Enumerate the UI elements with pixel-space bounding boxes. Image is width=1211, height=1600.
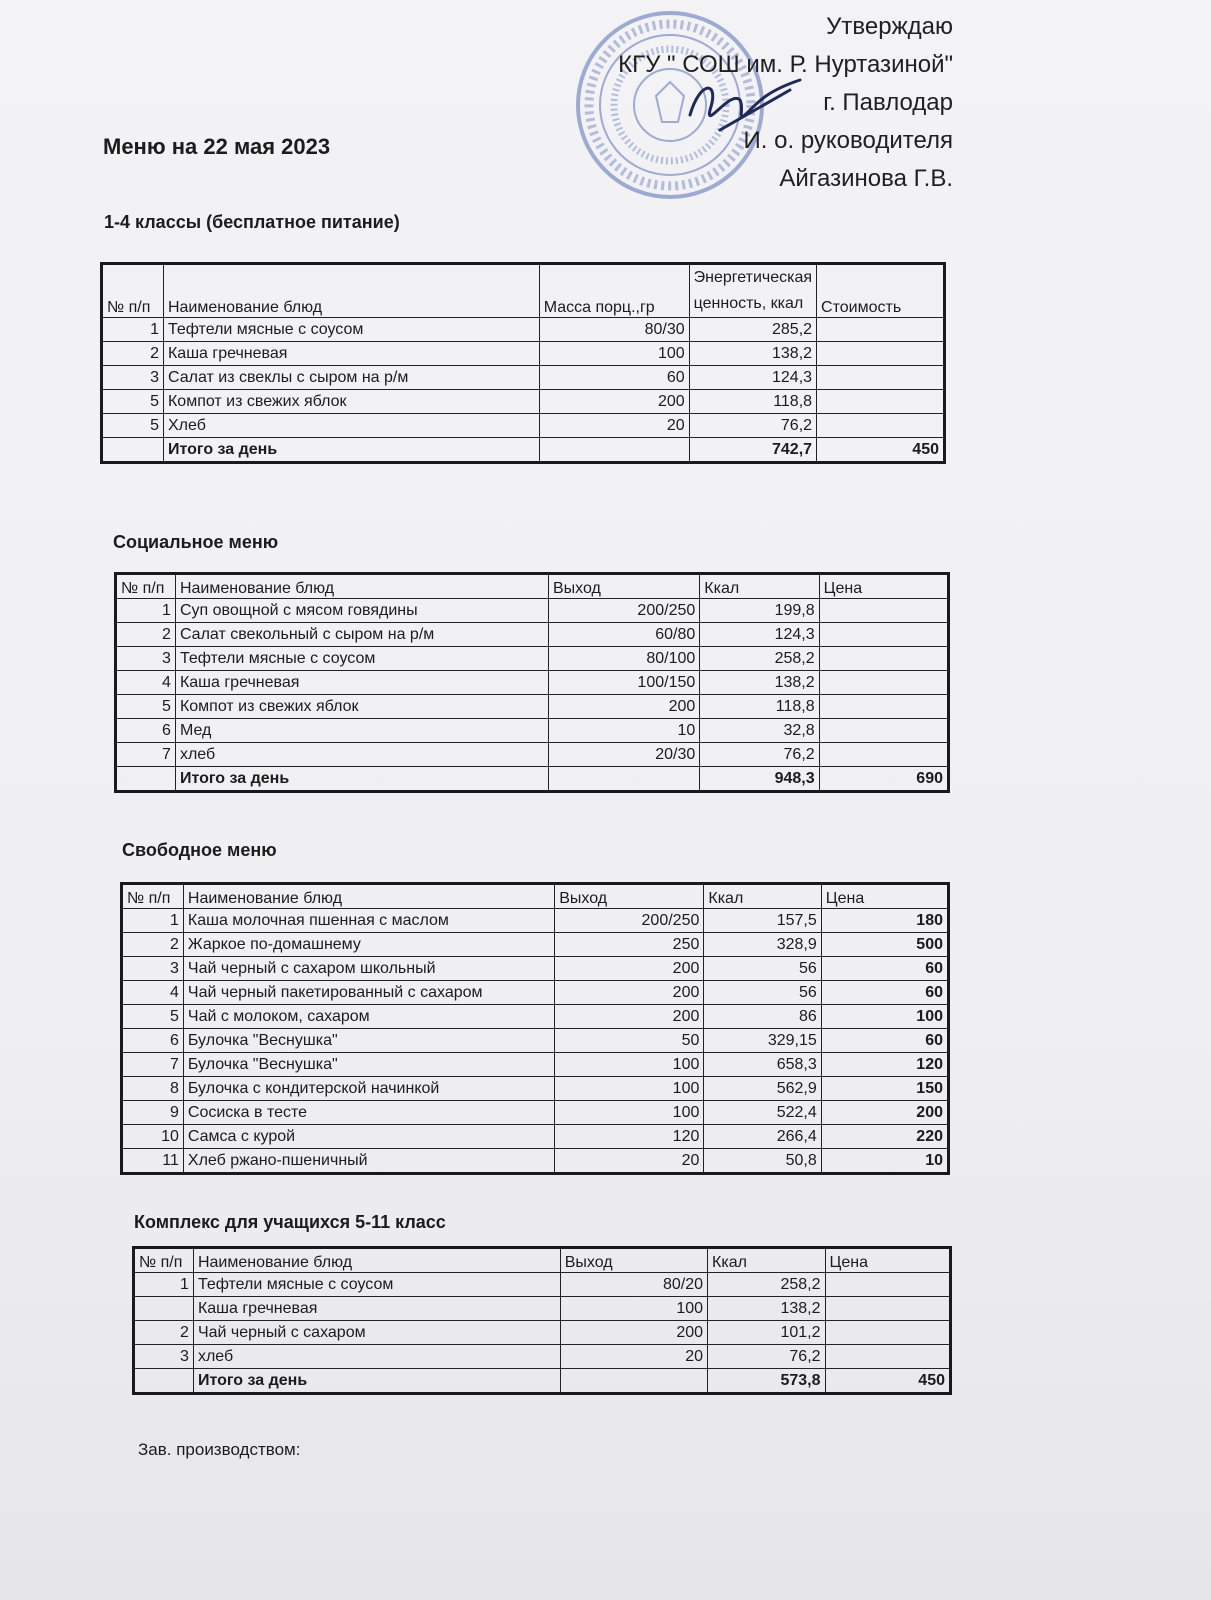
section-title: Комплекс для учащихся 5-11 класс [134, 1212, 446, 1232]
total-label: Итого за день [175, 767, 548, 792]
portion: 200 [555, 981, 704, 1005]
approval-line: Утверждаю [826, 13, 953, 40]
kcal: 76,2 [700, 743, 819, 767]
kcal: 124,3 [700, 623, 819, 647]
menu-table-free [120, 882, 950, 1175]
table-row [116, 695, 949, 719]
table-row [122, 933, 949, 957]
price [819, 647, 948, 671]
price: 60 [821, 981, 948, 1005]
portion: 80/30 [539, 318, 689, 342]
kcal: 86 [704, 1005, 821, 1029]
portion: 100 [539, 342, 689, 366]
table-row [116, 719, 949, 743]
price: 200 [821, 1101, 948, 1125]
row-number: 8 [122, 1077, 184, 1101]
dish-name: Каша гречневая [175, 671, 548, 695]
row-number: 5 [102, 414, 164, 438]
row-number: 2 [116, 623, 176, 647]
table-row [134, 1297, 951, 1321]
kcal: 101,2 [708, 1321, 825, 1345]
dish-name: Булочка "Веснушка" [183, 1053, 554, 1077]
price: 150 [821, 1077, 948, 1101]
menu-table-grades-1-4 [100, 262, 946, 464]
row-number: 4 [122, 981, 184, 1005]
column-header: № п/п [122, 884, 184, 909]
price: 60 [821, 957, 948, 981]
approval-line: КГУ " СОШ им. Р. Нуртазиной" [618, 51, 953, 78]
approval-block [618, 8, 953, 198]
table-row [102, 342, 945, 366]
row-number: 6 [122, 1029, 184, 1053]
page-title: Меню на 22 мая 2023 [103, 134, 331, 159]
total-row [116, 767, 949, 792]
price [819, 719, 948, 743]
total-kcal: 742,7 [689, 438, 816, 463]
kcal: 562,9 [704, 1077, 821, 1101]
column-header: Выход [560, 1248, 707, 1273]
column-header: Наименование блюд [175, 574, 548, 599]
total-price: 450 [817, 438, 945, 463]
portion: 100/150 [549, 671, 700, 695]
kcal: 258,2 [708, 1273, 825, 1297]
price [825, 1345, 950, 1369]
price: 500 [821, 933, 948, 957]
table-row [116, 599, 949, 623]
row-number: 5 [102, 390, 164, 414]
price [817, 414, 945, 438]
dish-name: Тефтели мясные с соусом [163, 318, 539, 342]
row-number: 3 [134, 1345, 194, 1369]
table-row [122, 1125, 949, 1149]
dish-name: Чай черный с сахаром [193, 1321, 560, 1345]
portion: 10 [549, 719, 700, 743]
price [819, 671, 948, 695]
portion: 60 [539, 366, 689, 390]
column-header: Энергетическая ценность, ккал [689, 264, 816, 318]
table-row [134, 1321, 951, 1345]
portion: 100 [555, 1077, 704, 1101]
portion: 20/30 [549, 743, 700, 767]
price [817, 318, 945, 342]
portion [560, 1369, 707, 1394]
table-row [122, 1101, 949, 1125]
price: 120 [821, 1053, 948, 1077]
dish-name: Компот из свежих яблок [163, 390, 539, 414]
kcal: 157,5 [704, 909, 821, 933]
section-title: Свободное меню [122, 840, 277, 860]
column-header: № п/п [102, 264, 164, 318]
kcal: 32,8 [700, 719, 819, 743]
table-row [102, 414, 945, 438]
portion [549, 767, 700, 792]
dish-name: Компот из свежих яблок [175, 695, 548, 719]
column-header: Выход [555, 884, 704, 909]
dish-name: Чай с молоком, сахаром [183, 1005, 554, 1029]
production-manager-label: Зав. производством: [138, 1440, 301, 1459]
dish-name: Суп овощной с мясом говядины [175, 599, 548, 623]
table-row [122, 1029, 949, 1053]
portion: 200/250 [549, 599, 700, 623]
portion: 80/20 [560, 1273, 707, 1297]
table-row [122, 1005, 949, 1029]
portion: 50 [555, 1029, 704, 1053]
section-title: 1-4 классы (бесплатное питание) [104, 212, 400, 232]
column-header: Наименование блюд [183, 884, 554, 909]
dish-name: Салат из свеклы с сыром на р/м [163, 366, 539, 390]
kcal: 658,3 [704, 1053, 821, 1077]
kcal: 118,8 [700, 695, 819, 719]
portion: 20 [555, 1149, 704, 1174]
column-header: Ккал [708, 1248, 825, 1273]
approval-line: И. о. руководителя [743, 127, 953, 154]
total-row [134, 1369, 951, 1394]
dish-name: Тефтели мясные с соусом [175, 647, 548, 671]
dish-name: Каша гречневая [163, 342, 539, 366]
dish-name: Мед [175, 719, 548, 743]
table-row [116, 647, 949, 671]
price [819, 623, 948, 647]
column-header: Ккал [704, 884, 821, 909]
portion: 200 [555, 1005, 704, 1029]
dish-name: Тефтели мясные с соусом [193, 1273, 560, 1297]
kcal: 285,2 [689, 318, 816, 342]
kcal: 266,4 [704, 1125, 821, 1149]
row-number [102, 438, 164, 463]
price [825, 1297, 950, 1321]
dish-name: хлеб [175, 743, 548, 767]
approval-line: Айгазинова Г.В. [779, 165, 953, 192]
row-number: 3 [116, 647, 176, 671]
portion: 100 [555, 1053, 704, 1077]
column-header: Наименование блюд [193, 1248, 560, 1273]
dish-name: Чай черный с сахаром школьный [183, 957, 554, 981]
portion: 60/80 [549, 623, 700, 647]
kcal: 56 [704, 957, 821, 981]
row-number: 3 [122, 957, 184, 981]
table-row [102, 366, 945, 390]
column-header: Ккал [700, 574, 819, 599]
price: 60 [821, 1029, 948, 1053]
price [819, 743, 948, 767]
row-number: 3 [102, 366, 164, 390]
kcal: 76,2 [689, 414, 816, 438]
portion: 120 [555, 1125, 704, 1149]
kcal: 76,2 [708, 1345, 825, 1369]
table-row [122, 1149, 949, 1174]
kcal: 328,9 [704, 933, 821, 957]
dish-name: Жаркое по-домашнему [183, 933, 554, 957]
column-header: Стоимость [817, 264, 945, 318]
row-number [134, 1369, 194, 1394]
table-header-row [134, 1248, 951, 1273]
dish-name: Каша молочная пшенная с маслом [183, 909, 554, 933]
table-row [122, 981, 949, 1005]
row-number: 6 [116, 719, 176, 743]
menu-table-grades-5-11 [132, 1246, 952, 1395]
row-number: 5 [116, 695, 176, 719]
dish-name: Каша гречневая [193, 1297, 560, 1321]
row-number [134, 1297, 194, 1321]
row-number [116, 767, 176, 792]
price [817, 366, 945, 390]
table-header-row [102, 264, 945, 318]
price [825, 1321, 950, 1345]
portion: 200 [555, 957, 704, 981]
kcal: 329,15 [704, 1029, 821, 1053]
row-number: 2 [122, 933, 184, 957]
column-header: № п/п [134, 1248, 194, 1273]
portion: 200/250 [555, 909, 704, 933]
portion: 100 [555, 1101, 704, 1125]
kcal: 118,8 [689, 390, 816, 414]
menu-table-social [114, 572, 950, 793]
kcal: 138,2 [708, 1297, 825, 1321]
dish-name: Самса с курой [183, 1125, 554, 1149]
dish-name: Хлеб ржано-пшеничный [183, 1149, 554, 1174]
kcal: 258,2 [700, 647, 819, 671]
portion: 80/100 [549, 647, 700, 671]
price [819, 599, 948, 623]
dish-name: Чай черный пакетированный с сахаром [183, 981, 554, 1005]
table-row [116, 623, 949, 647]
table-header-row [116, 574, 949, 599]
table-header-row [122, 884, 949, 909]
price: 220 [821, 1125, 948, 1149]
price [817, 342, 945, 366]
row-number: 1 [134, 1273, 194, 1297]
dish-name: Салат свекольный с сыром на р/м [175, 623, 548, 647]
column-header: Цена [821, 884, 948, 909]
section-title: Социальное меню [113, 532, 279, 552]
row-number: 11 [122, 1149, 184, 1174]
row-number: 9 [122, 1101, 184, 1125]
row-number: 7 [116, 743, 176, 767]
dish-name: Булочка с кондитерской начинкой [183, 1077, 554, 1101]
table-row [122, 1053, 949, 1077]
row-number: 1 [116, 599, 176, 623]
portion: 20 [539, 414, 689, 438]
portion: 250 [555, 933, 704, 957]
price: 180 [821, 909, 948, 933]
table-row [134, 1345, 951, 1369]
kcal: 56 [704, 981, 821, 1005]
price: 100 [821, 1005, 948, 1029]
portion: 100 [560, 1297, 707, 1321]
table-row [122, 909, 949, 933]
row-number: 5 [122, 1005, 184, 1029]
total-row [102, 438, 945, 463]
kcal: 522,4 [704, 1101, 821, 1125]
row-number: 1 [102, 318, 164, 342]
dish-name: Хлеб [163, 414, 539, 438]
row-number: 7 [122, 1053, 184, 1077]
price: 10 [821, 1149, 948, 1174]
dish-name: Сосиска в тесте [183, 1101, 554, 1125]
table-row [102, 390, 945, 414]
column-header: Выход [549, 574, 700, 599]
total-label: Итого за день [163, 438, 539, 463]
kcal: 50,8 [704, 1149, 821, 1174]
total-price: 450 [825, 1369, 950, 1394]
portion: 200 [560, 1321, 707, 1345]
column-header: № п/п [116, 574, 176, 599]
portion: 200 [539, 390, 689, 414]
kcal: 124,3 [689, 366, 816, 390]
total-label: Итого за день [193, 1369, 560, 1394]
table-row [116, 743, 949, 767]
table-row [102, 318, 945, 342]
portion: 20 [560, 1345, 707, 1369]
dish-name: Булочка "Веснушка" [183, 1029, 554, 1053]
column-header: Масса порц.,гр [539, 264, 689, 318]
table-row [134, 1273, 951, 1297]
column-header: Наименование блюд [163, 264, 539, 318]
approval-line: г. Павлодар [823, 89, 953, 116]
portion [539, 438, 689, 463]
price [817, 390, 945, 414]
table-row [122, 1077, 949, 1101]
column-header: Цена [825, 1248, 950, 1273]
kcal: 199,8 [700, 599, 819, 623]
table-row [116, 671, 949, 695]
price [819, 695, 948, 719]
row-number: 10 [122, 1125, 184, 1149]
row-number: 2 [134, 1321, 194, 1345]
row-number: 4 [116, 671, 176, 695]
kcal: 138,2 [689, 342, 816, 366]
dish-name: хлеб [193, 1345, 560, 1369]
total-price: 690 [819, 767, 948, 792]
column-header: Цена [819, 574, 948, 599]
row-number: 1 [122, 909, 184, 933]
table-row [122, 957, 949, 981]
row-number: 2 [102, 342, 164, 366]
total-kcal: 573,8 [708, 1369, 825, 1394]
kcal: 138,2 [700, 671, 819, 695]
price [825, 1273, 950, 1297]
portion: 200 [549, 695, 700, 719]
total-kcal: 948,3 [700, 767, 819, 792]
